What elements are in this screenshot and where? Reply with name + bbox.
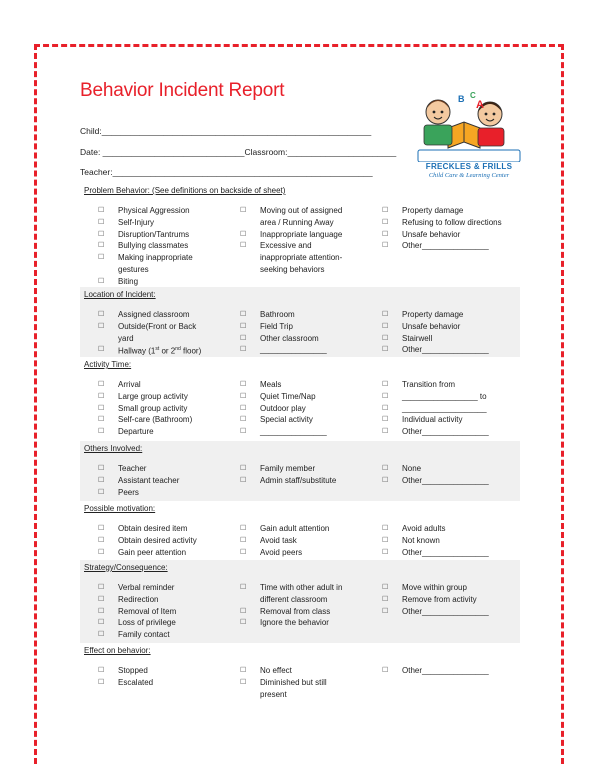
- checklist-item-label: Other_______________: [402, 606, 489, 616]
- checklist-item-label: Large group activity: [118, 391, 188, 401]
- checkbox-icon[interactable]: ☐: [240, 525, 247, 532]
- checklist-item-label: Hallway (1st or 2nd floor): [118, 346, 202, 357]
- checklist-item-label: Stopped: [118, 666, 148, 675]
- checklist-item[interactable]: [98, 252, 193, 276]
- column-1: [240, 309, 327, 356]
- checkbox-icon[interactable]: ☐: [382, 381, 389, 388]
- checklist-item[interactable]: [240, 665, 327, 677]
- checklist-item[interactable]: [382, 463, 489, 475]
- checklist-item[interactable]: [382, 594, 489, 606]
- checkbox-icon[interactable]: ☐: [382, 392, 389, 400]
- checklist-item[interactable]: [98, 344, 201, 357]
- checklist-item-label: Assistant teacher: [118, 475, 180, 485]
- checklist-item[interactable]: [382, 217, 502, 229]
- checkbox-icon[interactable]: ☐: [98, 548, 105, 556]
- checklist-item[interactable]: [98, 677, 153, 689]
- checkbox-icon[interactable]: ☐: [240, 678, 247, 686]
- checklist-item[interactable]: [240, 321, 327, 333]
- checklist-item-label: Transition from: [402, 380, 456, 389]
- checklist-item[interactable]: [98, 617, 176, 629]
- checkbox-icon[interactable]: ☐: [98, 346, 105, 354]
- checklist-item[interactable]: [240, 240, 342, 275]
- checkbox-icon[interactable]: ☐: [382, 595, 389, 603]
- date-classroom-field[interactable]: Date: ______________________________Classroom:_______________________: [80, 147, 397, 157]
- checklist-item[interactable]: [98, 475, 179, 487]
- checkbox-icon[interactable]: ☐: [98, 607, 105, 615]
- column-0: [98, 379, 192, 438]
- checklist-item[interactable]: [240, 523, 329, 535]
- checklist-item-label: None: [402, 464, 422, 473]
- checkbox-icon[interactable]: ☐: [240, 619, 247, 627]
- checkbox-icon[interactable]: ☐: [98, 584, 105, 591]
- section-heading: Effect on behavior:: [84, 646, 151, 655]
- checklist-item[interactable]: [98, 629, 176, 641]
- checkbox-icon[interactable]: ☐: [98, 404, 105, 412]
- checklist-item[interactable]: [240, 475, 336, 487]
- checklist-item-label: Escalated: [118, 677, 154, 687]
- checklist-item[interactable]: [382, 205, 502, 217]
- checklist-item[interactable]: [98, 403, 192, 415]
- checklist-item[interactable]: [98, 487, 179, 499]
- checklist-item-label: Other_______________: [402, 666, 489, 675]
- checklist-item-label: Ignore the behavior: [260, 618, 329, 628]
- checklist-item[interactable]: [382, 309, 489, 321]
- checklist-item-label: Avoid adults: [402, 524, 446, 533]
- checkbox-icon[interactable]: ☐: [98, 381, 105, 388]
- checkbox-icon[interactable]: ☐: [382, 230, 389, 238]
- checkbox-icon[interactable]: ☐: [240, 476, 247, 484]
- checkbox-icon[interactable]: ☐: [240, 322, 247, 330]
- checklist-item[interactable]: [382, 665, 489, 677]
- checklist-item[interactable]: [382, 606, 489, 618]
- checkbox-icon[interactable]: ☐: [382, 242, 389, 250]
- checklist-item-label: Moving out of assigned: [260, 206, 343, 215]
- checklist-item-label: Family contact: [118, 630, 170, 640]
- checklist-item-label: ___________________: [402, 403, 487, 413]
- checklist-item-label: Unsafe behavior: [402, 321, 461, 331]
- checklist-item[interactable]: [240, 582, 342, 606]
- checkbox-icon[interactable]: ☐: [382, 667, 389, 674]
- checkbox-icon[interactable]: ☐: [98, 322, 105, 330]
- logo-name: FRECKLES & FRILLS: [425, 162, 513, 171]
- checklist-item-label: Admin staff/substitute: [260, 475, 337, 485]
- checklist-item-label: Diminished but still: [260, 677, 327, 687]
- checklist-item[interactable]: [382, 582, 489, 594]
- checkbox-icon[interactable]: ☐: [98, 678, 105, 686]
- child-field[interactable]: Child:_________________________________________________________: [80, 126, 372, 136]
- checklist-item-label: Move within group: [402, 583, 467, 592]
- checkbox-icon[interactable]: ☐: [382, 346, 389, 354]
- checklist-item[interactable]: [98, 205, 193, 217]
- checkbox-icon[interactable]: ☐: [98, 242, 105, 250]
- checklist-item-label: Physical Aggression: [118, 206, 190, 215]
- checklist-item-label: Avoid task: [260, 535, 297, 545]
- checklist-item[interactable]: [240, 391, 327, 403]
- checklist-item[interactable]: [98, 309, 201, 321]
- column-0: [98, 665, 153, 689]
- checklist-item-label: Other_______________: [402, 547, 489, 557]
- checklist-item[interactable]: [98, 594, 176, 606]
- checklist-item-label: Inappropriate language: [260, 229, 343, 239]
- checklist-item-label: _________________ to: [402, 391, 487, 401]
- checklist-item[interactable]: [240, 463, 336, 475]
- checklist-item[interactable]: [382, 535, 489, 547]
- checklist-item-label: Teacher: [118, 464, 147, 473]
- column-0: [98, 523, 197, 558]
- checklist-item[interactable]: [240, 414, 327, 426]
- checkbox-icon[interactable]: ☐: [382, 465, 389, 472]
- checklist-item-label: Field Trip: [260, 321, 293, 331]
- checklist-item-label: Avoid peers: [260, 547, 303, 557]
- checkbox-icon[interactable]: ☐: [240, 242, 247, 250]
- section-1: [80, 287, 520, 357]
- checklist-item[interactable]: [240, 547, 329, 559]
- column-2: [382, 379, 489, 438]
- checklist-item[interactable]: [240, 617, 342, 629]
- checkbox-icon[interactable]: ☐: [240, 536, 247, 544]
- checkbox-icon[interactable]: ☐: [382, 548, 389, 556]
- checklist-item-label: Removal from class: [260, 606, 331, 616]
- column-1: [240, 523, 329, 558]
- checkbox-icon[interactable]: ☐: [240, 404, 247, 412]
- column-1: [240, 582, 342, 629]
- logo: [410, 92, 528, 187]
- checklist-item-label: Removal of Item: [118, 606, 177, 616]
- checkbox-icon[interactable]: ☐: [382, 416, 389, 424]
- svg-text:C: C: [470, 92, 476, 100]
- checklist-item-label: Obtain desired activity: [118, 535, 197, 545]
- checkbox-icon[interactable]: ☐: [240, 207, 247, 214]
- checklist-item[interactable]: [98, 379, 192, 391]
- checkbox-icon[interactable]: ☐: [98, 428, 105, 436]
- checkbox-icon[interactable]: ☐: [240, 381, 247, 388]
- column-1: [240, 379, 327, 438]
- checklist-item-label: _______________: [260, 345, 327, 355]
- checklist-item-label: Small group activity: [118, 403, 188, 413]
- checklist-item[interactable]: [382, 475, 489, 487]
- checklist-item-label: Remove from activity: [402, 594, 477, 604]
- checklist-item-label: Biting: [118, 276, 139, 286]
- checklist-item-label: Peers: [118, 487, 139, 497]
- checklist-item-label: present: [260, 689, 287, 699]
- checkbox-icon[interactable]: ☐: [98, 536, 105, 544]
- checkbox-icon[interactable]: ☐: [98, 488, 105, 496]
- checkbox-icon[interactable]: ☐: [98, 277, 105, 285]
- checklist-item-label: Outside(Front or Back: [118, 321, 197, 331]
- checkbox-icon[interactable]: ☐: [240, 548, 247, 556]
- section-heading: Possible motivation:: [84, 504, 156, 513]
- checklist-item[interactable]: [382, 229, 502, 241]
- checklist-item-label: Arrival: [118, 380, 141, 389]
- column-2: [382, 582, 489, 617]
- checklist-item[interactable]: [382, 403, 489, 415]
- section-6: [80, 643, 520, 730]
- checklist-item[interactable]: [382, 379, 489, 391]
- checkbox-icon[interactable]: ☐: [240, 607, 247, 615]
- checklist-item[interactable]: [240, 333, 327, 345]
- section-heading: Others Involved:: [84, 444, 143, 453]
- checklist-item[interactable]: [98, 463, 179, 475]
- checkbox-icon[interactable]: ☐: [240, 465, 247, 472]
- checklist-item[interactable]: [382, 321, 489, 333]
- checkbox-icon[interactable]: ☐: [382, 334, 389, 342]
- checklist-item-label: Refusing to follow directions: [402, 217, 502, 227]
- kids-reading-icon: [410, 92, 528, 162]
- column-2: [382, 523, 489, 558]
- checklist-item-label: Time with other adult in: [260, 583, 343, 592]
- checklist-item-label: gestures: [118, 264, 149, 274]
- column-0: [98, 309, 201, 358]
- checkbox-icon[interactable]: ☐: [382, 428, 389, 436]
- checkbox-icon[interactable]: ☐: [382, 404, 389, 412]
- checkbox-icon[interactable]: ☐: [98, 392, 105, 400]
- checklist-item[interactable]: [98, 547, 197, 559]
- column-2: [382, 205, 502, 252]
- section-2: [80, 357, 520, 441]
- checklist-item-label: Making inappropriate: [118, 253, 193, 263]
- checkbox-icon[interactable]: ☐: [98, 476, 105, 484]
- column-0: [98, 463, 179, 498]
- checklist-item-label: Unsafe behavior: [402, 229, 461, 239]
- checklist-item[interactable]: [240, 309, 327, 321]
- checkbox-icon[interactable]: ☐: [98, 311, 105, 318]
- checklist-item[interactable]: [240, 426, 327, 438]
- checkbox-icon[interactable]: ☐: [240, 416, 247, 424]
- checklist-item-label: Quiet Time/Nap: [260, 391, 316, 401]
- section-heading: Strategy/Consequence:: [84, 563, 168, 572]
- checklist-item[interactable]: [98, 229, 193, 241]
- svg-text:A: A: [476, 99, 484, 111]
- checklist-item-label: Excessive and: [260, 241, 312, 251]
- checklist-item[interactable]: [98, 426, 192, 438]
- checkbox-icon[interactable]: ☐: [98, 595, 105, 603]
- checklist-item-label: Not known: [402, 535, 440, 545]
- checkbox-icon[interactable]: ☐: [240, 334, 247, 342]
- checklist-item[interactable]: [382, 414, 489, 426]
- svg-text:B: B: [458, 94, 465, 104]
- column-2: [382, 309, 489, 356]
- checklist-item-label: Gain peer attention: [118, 547, 187, 557]
- checkbox-icon[interactable]: ☐: [98, 416, 105, 424]
- checklist-item[interactable]: [98, 535, 197, 547]
- checklist-item[interactable]: [98, 276, 193, 288]
- checklist-item-label: yard: [118, 333, 134, 343]
- checklist-item[interactable]: [98, 240, 193, 252]
- checklist-item-label: Self-Injury: [118, 217, 155, 227]
- checklist-item[interactable]: [98, 217, 193, 229]
- checklist-item-label: Other_______________: [402, 475, 489, 485]
- column-0: [98, 205, 193, 288]
- column-2: [382, 665, 489, 677]
- checklist-item[interactable]: [382, 547, 489, 559]
- checklist-item-label: Loss of privilege: [118, 618, 176, 628]
- checklist-item-label: Bathroom: [260, 310, 295, 319]
- checkbox-icon[interactable]: ☐: [382, 584, 389, 591]
- checkbox-icon[interactable]: ☐: [240, 346, 247, 354]
- checkbox-icon[interactable]: ☐: [240, 428, 247, 436]
- checklist-item[interactable]: [98, 414, 192, 426]
- column-1: [240, 463, 336, 487]
- checklist-item[interactable]: [382, 426, 489, 438]
- section-5: [80, 560, 520, 643]
- checkbox-icon[interactable]: ☐: [240, 584, 247, 591]
- checklist-item[interactable]: [240, 344, 327, 356]
- column-0: [98, 582, 176, 641]
- checkbox-icon[interactable]: ☐: [382, 207, 389, 214]
- section-heading: Location of Incident:: [84, 290, 156, 299]
- checklist-item[interactable]: [382, 333, 489, 345]
- checkbox-icon[interactable]: ☐: [382, 525, 389, 532]
- checklist-item-label: Self-care (Bathroom): [118, 415, 193, 425]
- checkbox-icon[interactable]: ☐: [98, 631, 105, 639]
- checklist-item[interactable]: [240, 606, 342, 618]
- column-1: [240, 205, 342, 276]
- checklist-item-label: inappropriate attention-: [260, 253, 343, 263]
- column-1: [240, 665, 327, 700]
- checklist-item[interactable]: [240, 205, 342, 229]
- checklist-item-label: Meals: [260, 380, 282, 389]
- checklist-item[interactable]: [240, 677, 327, 701]
- checklist-item[interactable]: [382, 523, 489, 535]
- checklist-item[interactable]: [240, 403, 327, 415]
- checkbox-icon[interactable]: ☐: [98, 254, 105, 262]
- checkbox-icon[interactable]: ☐: [240, 230, 247, 238]
- checklist-item[interactable]: [98, 606, 176, 618]
- checklist-item-label: Gain adult attention: [260, 524, 330, 533]
- checkbox-icon[interactable]: ☐: [382, 311, 389, 318]
- checklist-item-label: Redirection: [118, 594, 159, 604]
- checkbox-icon[interactable]: ☐: [382, 218, 389, 226]
- checklist-item-label: Family member: [260, 464, 316, 473]
- section-3: [80, 441, 520, 501]
- checklist-item[interactable]: [240, 229, 342, 241]
- checklist-item-label: Obtain desired item: [118, 524, 188, 533]
- checkbox-icon[interactable]: ☐: [98, 619, 105, 627]
- checklist-item[interactable]: [98, 523, 197, 535]
- checklist-item-label: different classroom: [260, 594, 328, 604]
- checklist-item[interactable]: [98, 582, 176, 594]
- checkbox-icon[interactable]: ☐: [98, 525, 105, 532]
- checklist-item-label: _______________: [260, 427, 327, 437]
- checkbox-icon[interactable]: ☐: [240, 392, 247, 400]
- checklist-item[interactable]: [382, 240, 502, 252]
- checkbox-icon[interactable]: ☐: [382, 536, 389, 544]
- checklist-item-label: Disruption/Tantrums: [118, 229, 190, 239]
- checklist-item-label: Property damage: [402, 206, 464, 215]
- checkbox-icon[interactable]: ☐: [382, 476, 389, 484]
- checklist-item-label: Bullying classmates: [118, 241, 189, 251]
- checklist-item-label: No effect: [260, 666, 292, 675]
- checklist-item-label: Individual activity: [402, 415, 463, 425]
- teacher-field[interactable]: Teacher:_______________________________________________________: [80, 167, 373, 177]
- checklist-item[interactable]: [240, 379, 327, 391]
- checklist-item-label: Assigned classroom: [118, 310, 190, 319]
- checklist-item[interactable]: [98, 391, 192, 403]
- section-4: [80, 501, 520, 560]
- checklist-item-label: Stairwell: [402, 333, 433, 343]
- checklist-item[interactable]: [382, 391, 489, 403]
- section-heading: Activity Time:: [84, 360, 132, 369]
- checklist-item-label: Other_______________: [402, 241, 489, 251]
- checkbox-icon[interactable]: ☐: [240, 667, 247, 674]
- checkbox-icon[interactable]: ☐: [98, 465, 105, 472]
- checklist-item-label: Property damage: [402, 310, 464, 319]
- section-0: [80, 183, 520, 287]
- checklist-item-label: Departure: [118, 427, 154, 437]
- checklist-item-label: Verbal reminder: [118, 583, 175, 592]
- checklist-item-label: Outdoor play: [260, 403, 306, 413]
- checkbox-icon[interactable]: ☐: [98, 218, 105, 226]
- checklist-item-label: Other_______________: [402, 427, 489, 437]
- checklist-item-label: Special activity: [260, 415, 313, 425]
- checkbox-icon[interactable]: ☐: [98, 230, 105, 238]
- checklist-item-label: Other classroom: [260, 333, 319, 343]
- logo-subtitle: Child Care & Learning Center: [428, 172, 510, 179]
- checklist-item-label: Other_______________: [402, 345, 489, 355]
- checklist-item[interactable]: [382, 344, 489, 356]
- column-2: [382, 463, 489, 487]
- checkbox-icon[interactable]: ☐: [240, 311, 247, 318]
- section-heading: Problem Behavior: (See definitions on backside of sheet): [84, 186, 286, 195]
- checklist-item[interactable]: [98, 665, 153, 677]
- checkbox-icon[interactable]: ☐: [98, 207, 105, 214]
- checkbox-icon[interactable]: ☐: [382, 607, 389, 615]
- checkbox-icon[interactable]: ☐: [98, 667, 105, 674]
- page-title: Behavior Incident Report: [80, 80, 285, 101]
- checklist-item-label: seeking behaviors: [260, 264, 325, 274]
- checkbox-icon[interactable]: ☐: [382, 322, 389, 330]
- checklist-item-label: area / Running Away: [260, 217, 334, 227]
- checklist-item[interactable]: [98, 321, 201, 345]
- checklist-item[interactable]: [240, 535, 329, 547]
